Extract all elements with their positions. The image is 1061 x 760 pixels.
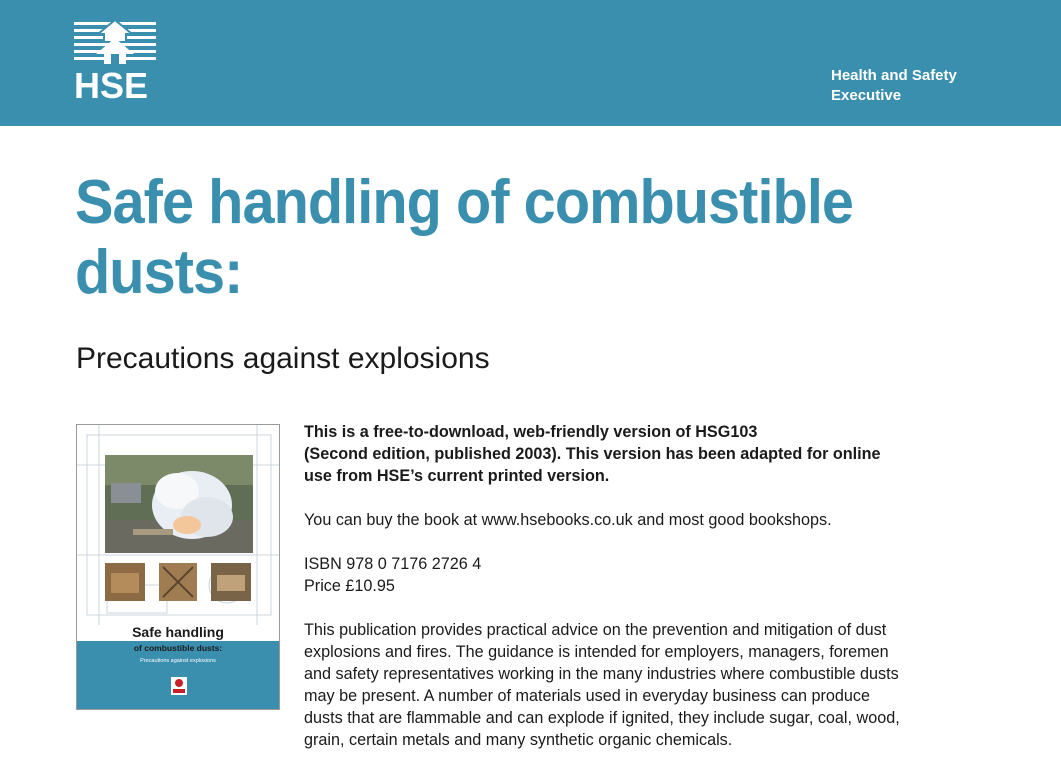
- notice-line2: (Second edition, published 2003). This version has been adapted for online: [304, 445, 881, 463]
- publication-description: [304, 619, 974, 751]
- description-line4: may be present. A number of materials used in everyday business can produce: [304, 687, 870, 705]
- agency-name: [831, 66, 957, 106]
- isbn: ISBN 978 0 7176 2726 4: [304, 555, 482, 573]
- cover-title: Safe handling: [132, 624, 224, 640]
- document-title-line1: Safe handling of combustible: [75, 168, 854, 237]
- description-line3: and safety representatives working in the many industries where combustible dusts: [304, 665, 899, 683]
- notice-line3: use from HSE’s current printed version.: [304, 467, 610, 485]
- cover-tagline: Precautions against explosions: [140, 658, 216, 664]
- document-subtitle: Precautions against explosions: [76, 342, 490, 375]
- isbn-price: [304, 553, 984, 597]
- web-version-notice: [304, 421, 984, 487]
- cover-subtitle: of combustible dusts:: [133, 643, 223, 653]
- notice-line1: This is a free-to-download, web-friendly version of HSG103: [304, 423, 758, 441]
- document-title-line2: dusts:: [75, 238, 243, 307]
- purchase-info: You can buy the book at www.hsebooks.co.uk and most good bookshops.: [304, 511, 832, 529]
- agency-name-line1: Health and Safety: [831, 67, 957, 84]
- price: Price £10.95: [304, 577, 395, 595]
- description-line5: dusts that are flammable and can explode if ignited, they include sugar, coal, wood,: [304, 709, 900, 727]
- header-banner: [0, 0, 1061, 126]
- logo-text: HSE: [74, 65, 149, 106]
- book-cover-image: [76, 424, 280, 710]
- description-line2: explosions and fires. The guidance is intended for employers, managers, foremen: [304, 643, 889, 661]
- document-title: [75, 168, 912, 308]
- description-line6: grain, certain metals and many synthetic organic chemicals.: [304, 731, 733, 749]
- description-line1: This publication provides practical advice on the prevention and mitigation of dust: [304, 621, 887, 639]
- agency-name-line2: Executive: [831, 87, 902, 104]
- description-block: [304, 421, 984, 751]
